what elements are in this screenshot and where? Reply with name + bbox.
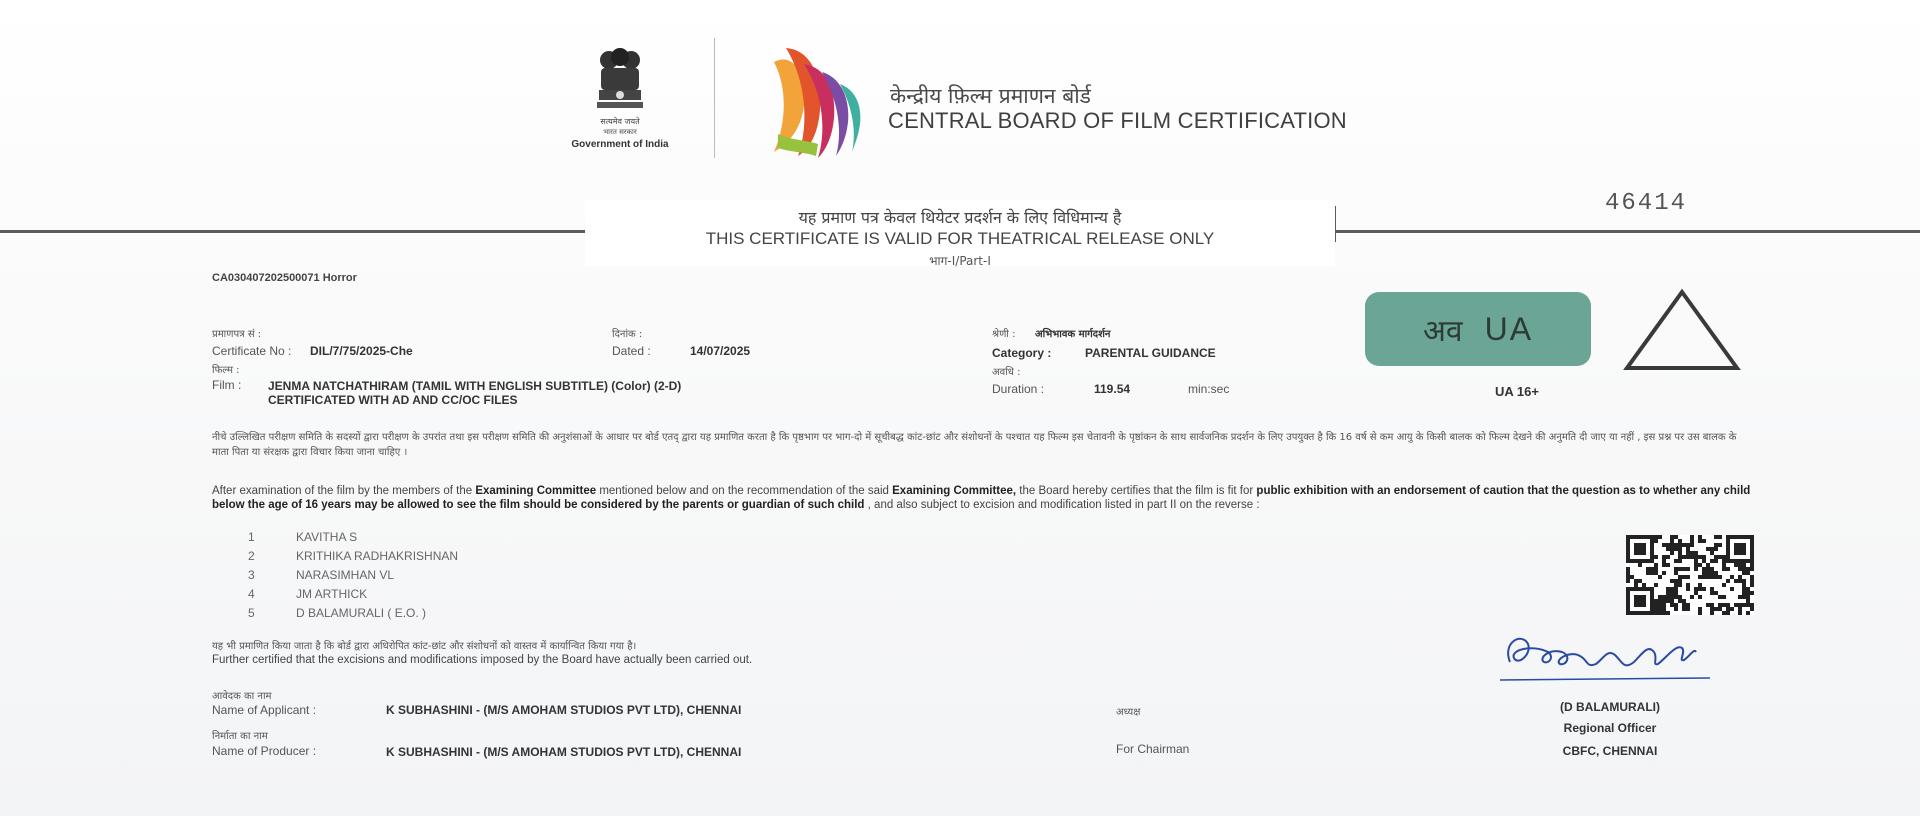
film-title-line2: CERTIFICATED WITH AD AND CC/OC FILES <box>268 393 518 407</box>
emblem-govt-english: Government of India <box>571 139 669 150</box>
serial-number: 46414 <box>1605 190 1688 217</box>
producer-label: Name of Producer : <box>212 744 317 758</box>
rating-badge-code: UA <box>1484 310 1534 347</box>
rating-sub-label: UA 16+ <box>1495 384 1539 399</box>
certificate-page: सत्यमेव जयते भारत सरकार Government of India केन्द्रीय फ़िल्म प्रमाणन बोर्ड CENTRAL BOARD OF FILM CERTIFICATION 46414 यह प्रमाण पत्र केवल थियेटर प्रदर्शन के लिए विधिमान्य है THIS CERTIFICATE IS VALID FOR THEATRICAL RELEASE ONLY भाग-I/Part-I CA030407202500071 Horror प्रमाणपत्र सं : Certificate No : DIL/7/75/2025-Che दिनांक : Dated : 14/07/2025 श्रेणी : अभिभावक मार्गदर्शन Category : PARENTAL GUIDANCE फिल्म : Film : JENMA NATCHATHIRAM (TAMIL WITH ENGLISH SUBTITLE) (Color) (2-D) CERTIFICATED WITH AD AND CC/OC FILES अवधि : Duration : 119.54 min:sec अव UA UA 16+ नीचे उल्लिखित परीक्षण समिति के सदस्यों द्वारा परीक्षण के उपरांत तथा इस परीक्षण समिति की अनुशंसाओं के आधार पर बोर्ड एतद् द्वारा यह प्रमाणित करता है कि पृष्ठभाग पर भाग-दो में सूचीबद्ध कांट-छांट और संशोधनों के पश्चात यह फिल्म इस चेतावनी के पृष्ठांकन के साथ सार्वजनिक प्रदर्शन के लिए उपयुक्त है कि 16 वर्ष से कम आयु के किसी बालक को फिल्म देखने की अनुमति दी जाए या नहीं , इस प्रश्न पर उस बालक के माता पिता या संरक्षक द्वारा विचार किया जाना चाहिए । After examination of the film by the members of the Examining Committee mentioned below and on the recommendation of the said Examining Committee, the Board hereby certifies that the film is fit for public exhibition with an endorsement of caution that the question as to whether any child below the age of 16 years may be allowed to see the film should be considered by the parents or guardian of such child , and also subject to excision and modification listed in part II on the reverse : 1 KAVITHA S 2 KRITHIKA RADHAKRISHNAN 3 NARASIMHAN VL 4 JM ARTHICK 5 D BALAMURALI ( E.O. ) यह भी प्रमाणित किया जाता है कि बोर्ड द्वारा अधिरोपित कांट-छांट और संशोधनों को वास्तव में कार्यान्वित किया गया है। Further certified that the excisions and modifications imposed by the Board have actually been carried out. आवेदक का नाम Name of Applicant : K SUBHASHINI - (M/S AMOHAM STUDIOS PVT LTD), CHENNAI निर्माता का नाम Name of Producer : K SUBHASHINI - (M/S AMOHAM STUDIOS PVT LTD), CHENNAI अध्यक्ष For Chairman (D BALAMURALI) Regional Officer CBFC, CHENNAI <box>0 0 1920 816</box>
para-bold-1: Examining Committee <box>475 485 597 497</box>
cbfc-logo-icon <box>764 44 876 160</box>
dated-label: Dated : <box>612 344 651 358</box>
board-name-hindi: केन्द्रीय फ़िल्म प्रमाणन बोर्ड <box>890 84 1091 108</box>
category-hindi-label: श्रेणी : <box>992 329 1016 340</box>
dated-value: 14/07/2025 <box>690 344 751 358</box>
rating-badge <box>1365 292 1591 366</box>
dated-hindi: दिनांक : <box>612 329 643 340</box>
rule-left <box>0 230 585 233</box>
applicant-value: K SUBHASHINI - (M/S AMOHAM STUDIOS PVT LTD), CHENNAI <box>386 703 742 717</box>
further-certified-english: Further certified that the excisions and modifications imposed by the Board have actually been carried out. <box>212 654 753 666</box>
para-text-1: After examination of the film by the members of the <box>212 485 476 497</box>
officer-name: (D BALAMURALI) <box>1560 700 1660 714</box>
officer-title: Regional Officer <box>1563 721 1657 735</box>
validity-part: भाग-I/Part-I <box>929 254 991 268</box>
duration-label: Duration : <box>992 382 1045 396</box>
ashoka-emblem-icon <box>593 48 647 114</box>
validity-hindi: यह प्रमाण पत्र केवल थियेटर प्रदर्शन के लिए विधिमान्य है <box>798 208 1122 227</box>
para-text-3: the Board hereby certifies that the film is fit for <box>1016 485 1257 497</box>
cert-no-value: DIL/7/75/2025-Che <box>310 344 413 358</box>
header-divider <box>714 38 715 158</box>
applicant-hindi: आवेदक का नाम <box>212 691 272 702</box>
board-name: CENTRAL BOARD OF FILM CERTIFICATION <box>888 108 1347 133</box>
officer-office: CBFC, CHENNAI <box>1562 744 1658 758</box>
duration-unit: min:sec <box>1188 382 1230 396</box>
emblem-motto: सत्यमेव जयते <box>600 117 640 126</box>
applicant-label: Name of Applicant : <box>212 703 317 717</box>
validity-box <box>585 200 1335 266</box>
validity-english: THIS CERTIFICATE IS VALID FOR THEATRICAL RELEASE ONLY <box>705 229 1215 248</box>
duration-hindi: अवधि : <box>992 367 1021 378</box>
cert-no-hindi: प्रमाणपत्र सं : <box>212 329 262 340</box>
para-bold-2: Examining Committee, <box>892 485 1017 497</box>
hindi-certification-paragraph: नीचे उल्लिखित परीक्षण समिति के सदस्यों द्वारा परीक्षण के उपरांत तथा इस परीक्षण समिति की अनुशंसाओं के आधार पर बोर्ड एतद् द्वारा यह प्रमाणित करता है कि पृष्ठभाग पर भाग-दो में सूचीबद्ध कांट-छांट और संशोधनों के पश्चात यह फिल्म इस चेतावनी के पृष्ठांकन के साथ सार्वजनिक प्रदर्शन के लिए उपयुक्त है कि 16 वर्ष से कम आयु के किसी बालक को फिल्म देखने की अनुमति दी जाए या नहीं , इस प्रश्न पर उस बालक के माता पिता या संरक्षक द्वारा विचार किया जाना चाहिए । <box>212 432 1737 458</box>
reference-code: CA030407202500071 Horror <box>212 272 357 284</box>
film-title-line1: JENMA NATCHATHIRAM (TAMIL WITH ENGLISH SUBTITLE) (Color) (2-D) <box>268 379 682 393</box>
film-hindi: फिल्म : <box>212 365 240 376</box>
rule-right <box>1335 230 1920 233</box>
category-hindi-value: अभिभावक मार्गदर्शन <box>1035 329 1111 340</box>
producer-value: K SUBHASHINI - (M/S AMOHAM STUDIOS PVT LTD), CHENNAI <box>386 745 742 759</box>
chair-english: For Chairman <box>1116 742 1190 756</box>
para-text-2: mentioned below and on the recommendation of the said <box>596 485 893 497</box>
category-label: Category : <box>992 346 1052 360</box>
film-label: Film : <box>212 378 242 392</box>
para-bold-3: public exhibition with an endorsement of caution that the question as to whether any child below the age of 16 years may be allowed to see the film should be considered by the parents or guardian of such child <box>212 485 1751 511</box>
triangle-outline-icon <box>1623 288 1741 372</box>
para-text-4: , and also subject to excision and modification listed in part II on the reverse : <box>864 499 1260 511</box>
chair-hindi: अध्यक्ष <box>1116 707 1141 718</box>
producer-hindi: निर्माता का नाम <box>212 731 268 742</box>
english-certification-paragraph <box>212 484 1757 512</box>
emblem-govt-hindi: भारत सरकार <box>603 128 637 136</box>
rating-badge-hindi: अव <box>1422 313 1463 349</box>
further-certified-hindi: यह भी प्रमाणित किया जाता है कि बोर्ड द्वारा अधिरोपित कांट-छांट और संशोधनों को वास्तव में कार्यान्वित किया गया है। <box>212 641 637 652</box>
category-value: PARENTAL GUIDANCE <box>1085 346 1216 360</box>
duration-value: 119.54 <box>1094 382 1131 396</box>
signature-icon <box>1488 622 1718 688</box>
cert-no-label: Certificate No : <box>212 344 292 358</box>
qr-code-icon <box>1626 534 1754 616</box>
emblem <box>570 48 670 148</box>
